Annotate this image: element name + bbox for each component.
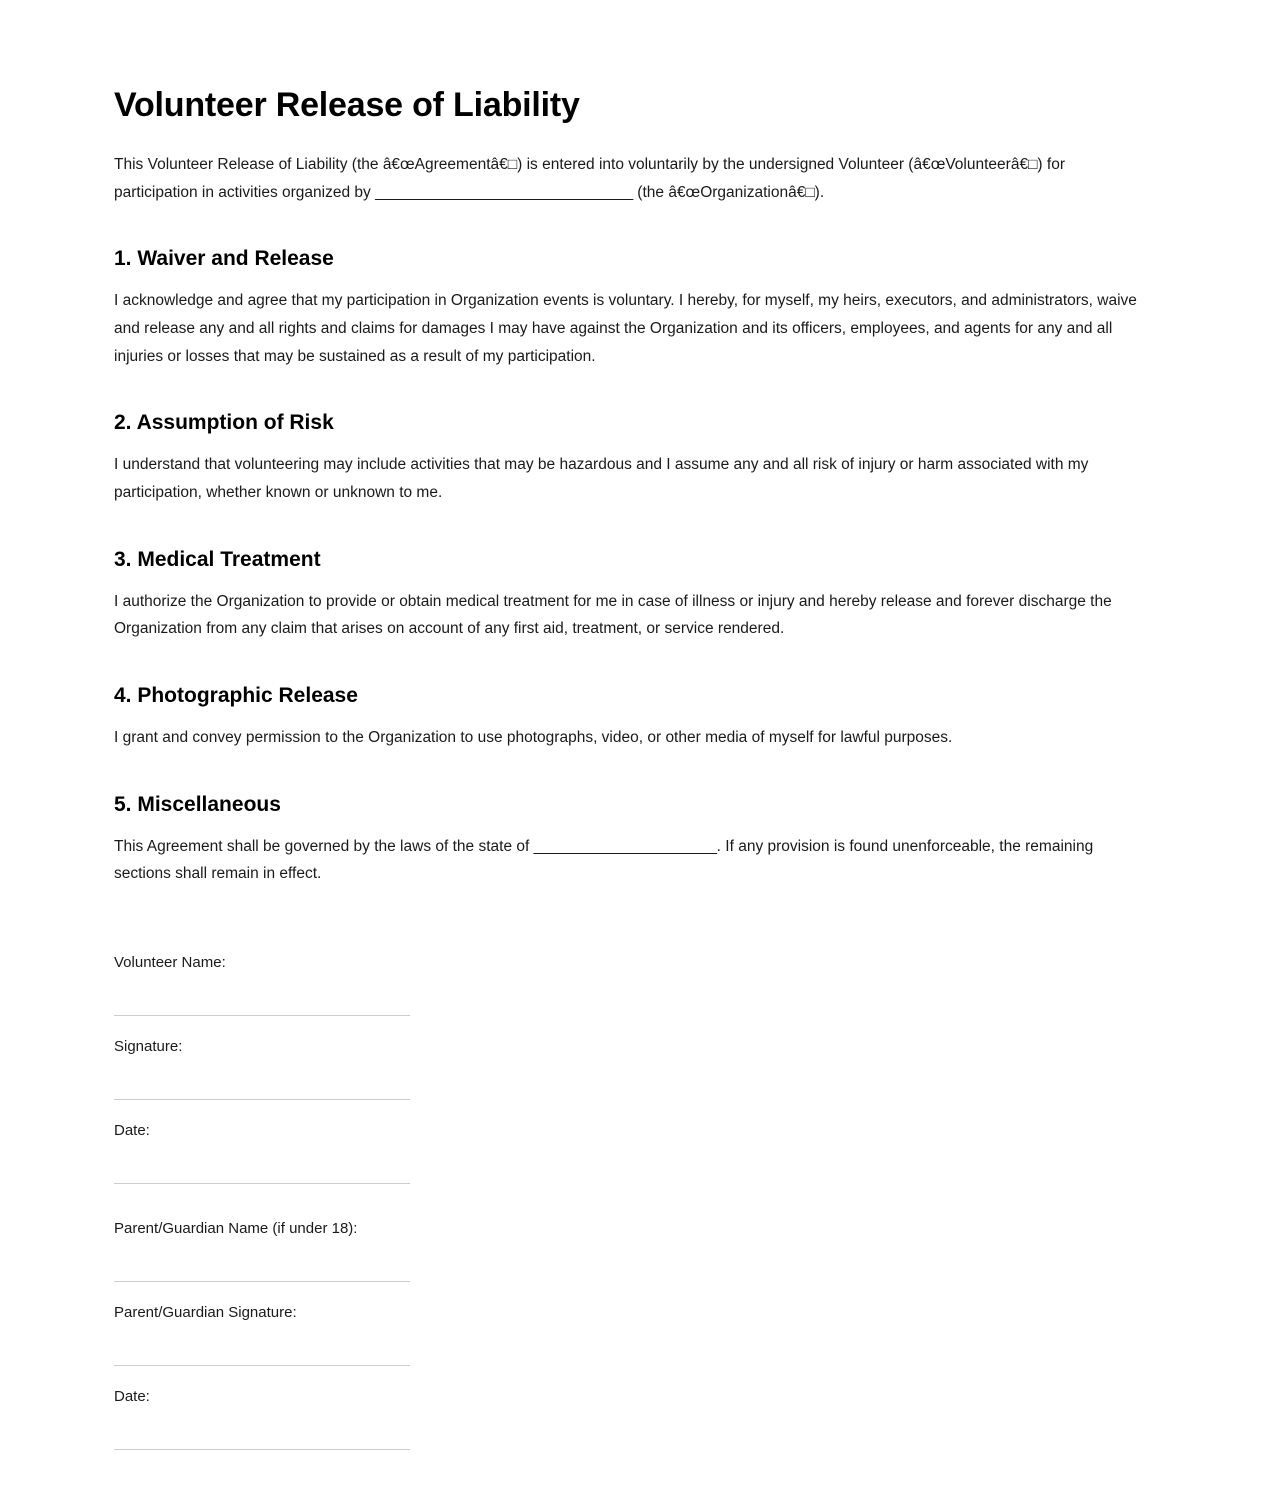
organization-name-blank[interactable]: _______________________________ (375, 183, 633, 201)
signature-label-volunteer-name: Volunteer Name: (114, 953, 226, 971)
section-heading-2: 2. Assumption of Risk (114, 411, 334, 435)
section-waiver-and-release (114, 246, 1148, 370)
signature-label-parent-guardian-signature: Parent/Guardian Signature: (114, 1303, 297, 1321)
misc-text-part-2: . If any provision is found unenforceable, the remaining sections shall remain in effect. (114, 837, 1094, 883)
section-body-2: I understand that volunteering may include activities that may be hazardous and I assume any and all risk of injury or harm associated with my participation, whether known or unknown to me. (114, 456, 1089, 501)
section-heading-4: 4. Photographic Release (114, 683, 358, 707)
section-body-5 (114, 833, 1148, 888)
section-body-1: I acknowledge and agree that my participation in Organization events is voluntary. I hereby, for myself, my heirs, executors, and administrators, waive and release any and all rights and claims for damages I may have against the Organization and its officers, employees, and agents for any and all injuries or losses that may be sustained as a result of my participation. (114, 292, 1137, 365)
intro-text-part-1: This Volunteer Release of Liability (the â€œAgreementâ€□) is entered into voluntarily by the undersigned Volunteer (â€œVolunteerâ€□) for participation in activities organized by (114, 156, 1065, 201)
section-heading-5: 5. Miscellaneous (114, 792, 281, 816)
signature-row-parent-guardian-name[interactable] (114, 1218, 410, 1282)
intro-paragraph (114, 151, 1148, 206)
section-assumption-of-risk (114, 410, 1148, 506)
section-miscellaneous (114, 792, 1148, 888)
signature-row-volunteer-name[interactable] (114, 952, 410, 1016)
section-medical-treatment (114, 547, 1148, 643)
section-heading-3: 3. Medical Treatment (114, 547, 321, 571)
section-body-4: I grant and convey permission to the Organization to use photographs, video, or other media of myself for lawful purposes. (114, 729, 953, 747)
signature-label-parent-guardian-name: Parent/Guardian Name (if under 18): (114, 1219, 358, 1237)
intro-text-part-2: (the â€œOrganizationâ€□). (633, 183, 825, 201)
signature-row-parent-guardian-date[interactable] (114, 1386, 410, 1450)
section-heading-1: 1. Waiver and Release (114, 247, 334, 271)
page-title: Volunteer Release of Liability (114, 86, 580, 124)
signature-label-parent-guardian-date: Date: (114, 1387, 150, 1405)
signature-label-date: Date: (114, 1121, 150, 1139)
signature-row-date[interactable] (114, 1120, 410, 1184)
signature-block (114, 952, 1148, 1450)
section-photographic-release (114, 683, 1148, 752)
signature-label-signature: Signature: (114, 1037, 183, 1055)
signature-row-signature[interactable] (114, 1036, 410, 1100)
governing-state-blank[interactable]: ______________________ (533, 837, 717, 855)
section-body-3: I authorize the Organization to provide or obtain medical treatment for me in case of illness or injury and hereby release and forever discharge the Organization from any claim that arises on account of any first aid, treatment, or service rendered. (114, 592, 1112, 638)
signature-row-parent-guardian-signature[interactable] (114, 1302, 410, 1366)
misc-text-part-1: This Agreement shall be governed by the laws of the state of (114, 837, 534, 855)
